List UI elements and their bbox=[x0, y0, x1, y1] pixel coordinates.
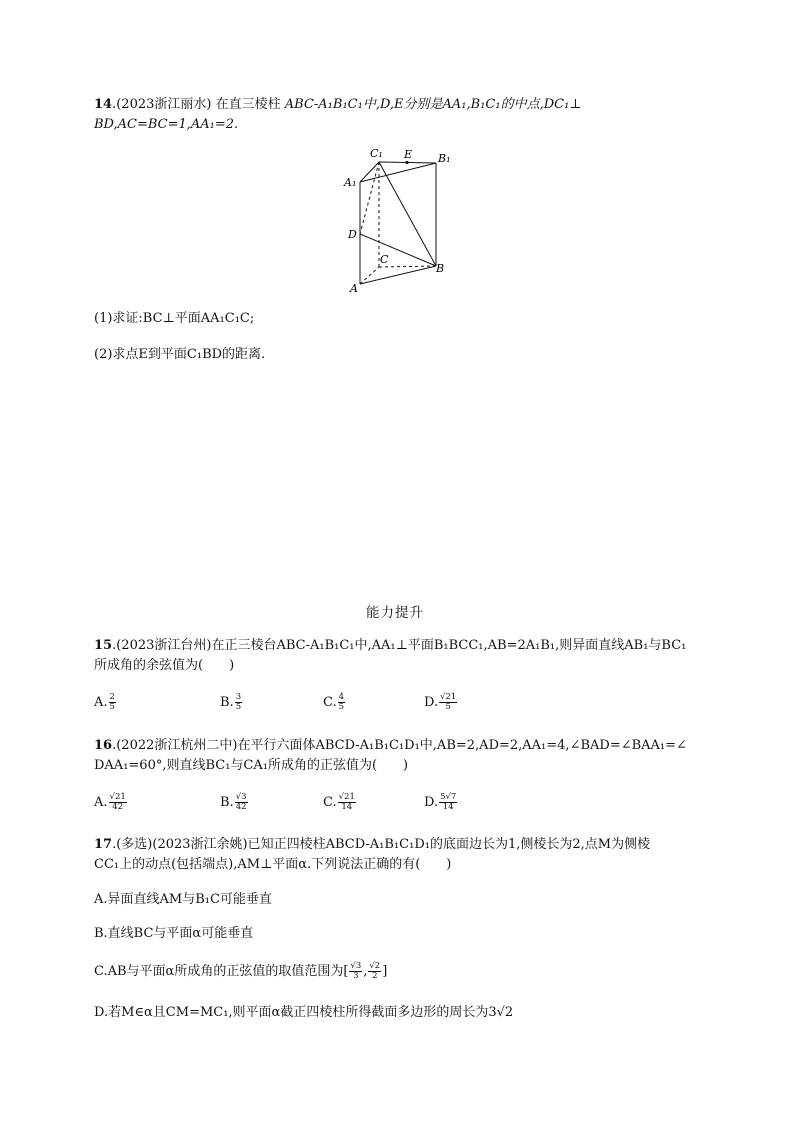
q15-option-c-num: 4 bbox=[338, 692, 345, 702]
point-e bbox=[405, 161, 408, 164]
q16-option-c-num: √21 bbox=[338, 792, 355, 802]
q16-option-c-fraction bbox=[338, 793, 356, 812]
q17-option-c-f2-num: √2 bbox=[369, 961, 381, 971]
q15-option-c-label: C. bbox=[323, 695, 337, 710]
label-a1: A₁ bbox=[344, 176, 357, 189]
q14-number: 14 bbox=[94, 97, 113, 112]
q15-option-b-num: 3 bbox=[235, 692, 242, 702]
q14-line1 bbox=[94, 96, 582, 113]
q17-number: 17 bbox=[94, 837, 113, 852]
q16-option-a-fraction bbox=[109, 793, 127, 812]
label-e: E bbox=[404, 148, 413, 161]
q15-line2: 所成角的余弦值为( ) bbox=[94, 658, 235, 673]
q17-option-c-f1-num: √3 bbox=[350, 961, 362, 971]
q16-text1: (2022浙江杭州二中)在平行六面体ABCD-A₁B₁C₁D₁中,AB=2,AD=2,AA₁=4,∠BAD=∠BAA₁=∠ bbox=[116, 738, 687, 753]
q17-line2: CC₁上的动点(包括端点),AM⊥平面α.下列说法正确的有( ) bbox=[94, 857, 452, 872]
q17-line1 bbox=[94, 836, 650, 853]
q14-prism: ABC-A₁B₁C₁ bbox=[284, 97, 363, 112]
q16-option-b-den: 42 bbox=[235, 802, 247, 812]
label-c1: C₁ bbox=[370, 147, 383, 160]
q17-option-b: B.直线BC与平面α可能垂直 bbox=[94, 926, 254, 941]
q16-option-a-num: √21 bbox=[109, 792, 126, 802]
q15-option-d-num: √21 bbox=[440, 692, 457, 702]
q16-option-c bbox=[323, 793, 357, 812]
q15-option-a-den: 5 bbox=[109, 702, 115, 712]
q16-line1 bbox=[94, 737, 687, 754]
q17-dot: . bbox=[112, 837, 117, 852]
q15-number: 15 bbox=[94, 638, 113, 653]
q15-option-d-den: 5 bbox=[445, 702, 451, 712]
q15-option-c-den: 5 bbox=[338, 702, 345, 712]
q16-option-d-num: 5√7 bbox=[440, 792, 457, 802]
edge-a-b bbox=[360, 266, 436, 284]
q15-option-d-fraction bbox=[439, 693, 457, 712]
q16-option-a bbox=[94, 793, 128, 812]
q14-dot: . bbox=[112, 97, 117, 112]
q15-option-d-label: D. bbox=[424, 695, 439, 710]
q15-option-b-fraction bbox=[235, 693, 242, 712]
label-d: D bbox=[348, 228, 357, 241]
q15-line1 bbox=[94, 637, 686, 654]
q17-option-c-fraction-1 bbox=[349, 962, 362, 981]
q15-option-a-label: A. bbox=[94, 695, 108, 710]
q15-option-c-fraction bbox=[338, 693, 345, 712]
q16-option-c-label: C. bbox=[323, 795, 337, 810]
q16-option-a-label: A. bbox=[94, 795, 108, 810]
q17-option-d: D.若M∈α且CM=MC₁,则平面α截正四棱柱所得截面多边形的周长为3√2 bbox=[94, 1005, 514, 1020]
q15-option-b bbox=[220, 693, 243, 712]
label-a: A bbox=[350, 282, 358, 295]
q14-line2: BD,AC=BC=1,AA₁=2. bbox=[94, 117, 239, 132]
q15-option-a-fraction bbox=[109, 693, 116, 712]
q15-option-b-label: B. bbox=[220, 695, 234, 710]
q14-stem-a: 在直三棱柱 bbox=[215, 97, 281, 112]
q15-dot: . bbox=[112, 638, 117, 653]
q15-option-a-num: 2 bbox=[109, 692, 115, 702]
q17-option-c-f1-den: 3 bbox=[353, 971, 359, 981]
q16-option-b-num: √3 bbox=[235, 792, 247, 802]
q14-figure bbox=[340, 142, 460, 298]
q14-stem-b: 中,D,E分别是AA₁,B₁C₁的中点,DC₁⊥ bbox=[362, 97, 582, 112]
edge-a1-c1 bbox=[360, 162, 379, 182]
q16-number: 16 bbox=[94, 738, 113, 753]
edge-c-b bbox=[379, 266, 436, 267]
q17-option-c bbox=[94, 962, 387, 981]
q17-option-c-fraction-2 bbox=[368, 962, 381, 981]
q16-option-c-den: 14 bbox=[341, 802, 353, 812]
q16-option-d-den: 14 bbox=[442, 802, 454, 812]
edge-c1-d bbox=[360, 162, 379, 234]
q16-option-d-label: D. bbox=[424, 795, 439, 810]
q17-option-c-separator: , bbox=[363, 964, 368, 979]
q16-option-a-den: 42 bbox=[112, 802, 124, 812]
q16-dot: . bbox=[112, 738, 117, 753]
q15-option-a bbox=[94, 693, 117, 712]
label-b1: B₁ bbox=[438, 152, 451, 165]
q15-option-d bbox=[424, 693, 458, 712]
q16-option-b-fraction bbox=[235, 793, 248, 812]
q17-option-c-f2-den: 2 bbox=[372, 971, 378, 981]
q17-text1: (多选)(2023浙江余姚)已知正四棱柱ABCD-A₁B₁C₁D₁的底面边长为1,侧棱长为2,点M为侧棱 bbox=[116, 837, 651, 852]
q15-option-c bbox=[323, 693, 346, 712]
q17-option-c-text: C.AB与平面α所成角的正弦值的取值范围为[ bbox=[94, 964, 349, 979]
q16-option-b bbox=[220, 793, 249, 812]
edge-c1-b bbox=[379, 162, 436, 266]
q14-source: (2023浙江丽水) bbox=[116, 97, 212, 112]
q17-option-c-close: ] bbox=[382, 964, 388, 979]
q14-part1: (1)求证:BC⊥平面AA₁C₁C; bbox=[94, 311, 255, 326]
q17-option-a: A.异面直线AM与B₁C可能垂直 bbox=[94, 892, 272, 907]
q15-text1: (2023浙江台州)在正三棱台ABC-A₁B₁C₁中,AA₁⊥平面B₁BCC₁,AB=2A₁B₁,则异面直线AB₁与BC₁ bbox=[116, 638, 687, 653]
q16-option-d bbox=[424, 793, 458, 812]
label-b: B bbox=[436, 262, 445, 275]
q16-option-b-label: B. bbox=[220, 795, 234, 810]
q15-option-b-den: 5 bbox=[235, 702, 242, 712]
section-title: 能力提升 bbox=[366, 605, 424, 621]
label-c: C bbox=[380, 253, 389, 266]
q16-line2: DAA₁=60°,则直线BC₁与CA₁所成角的正弦值为( ) bbox=[94, 758, 409, 773]
edge-d-b bbox=[360, 234, 436, 266]
q14-part2: (2)求点E到平面C₁BD的距离. bbox=[94, 347, 266, 362]
edge-a1-b1 bbox=[360, 163, 436, 182]
q16-option-d-fraction bbox=[439, 793, 457, 812]
